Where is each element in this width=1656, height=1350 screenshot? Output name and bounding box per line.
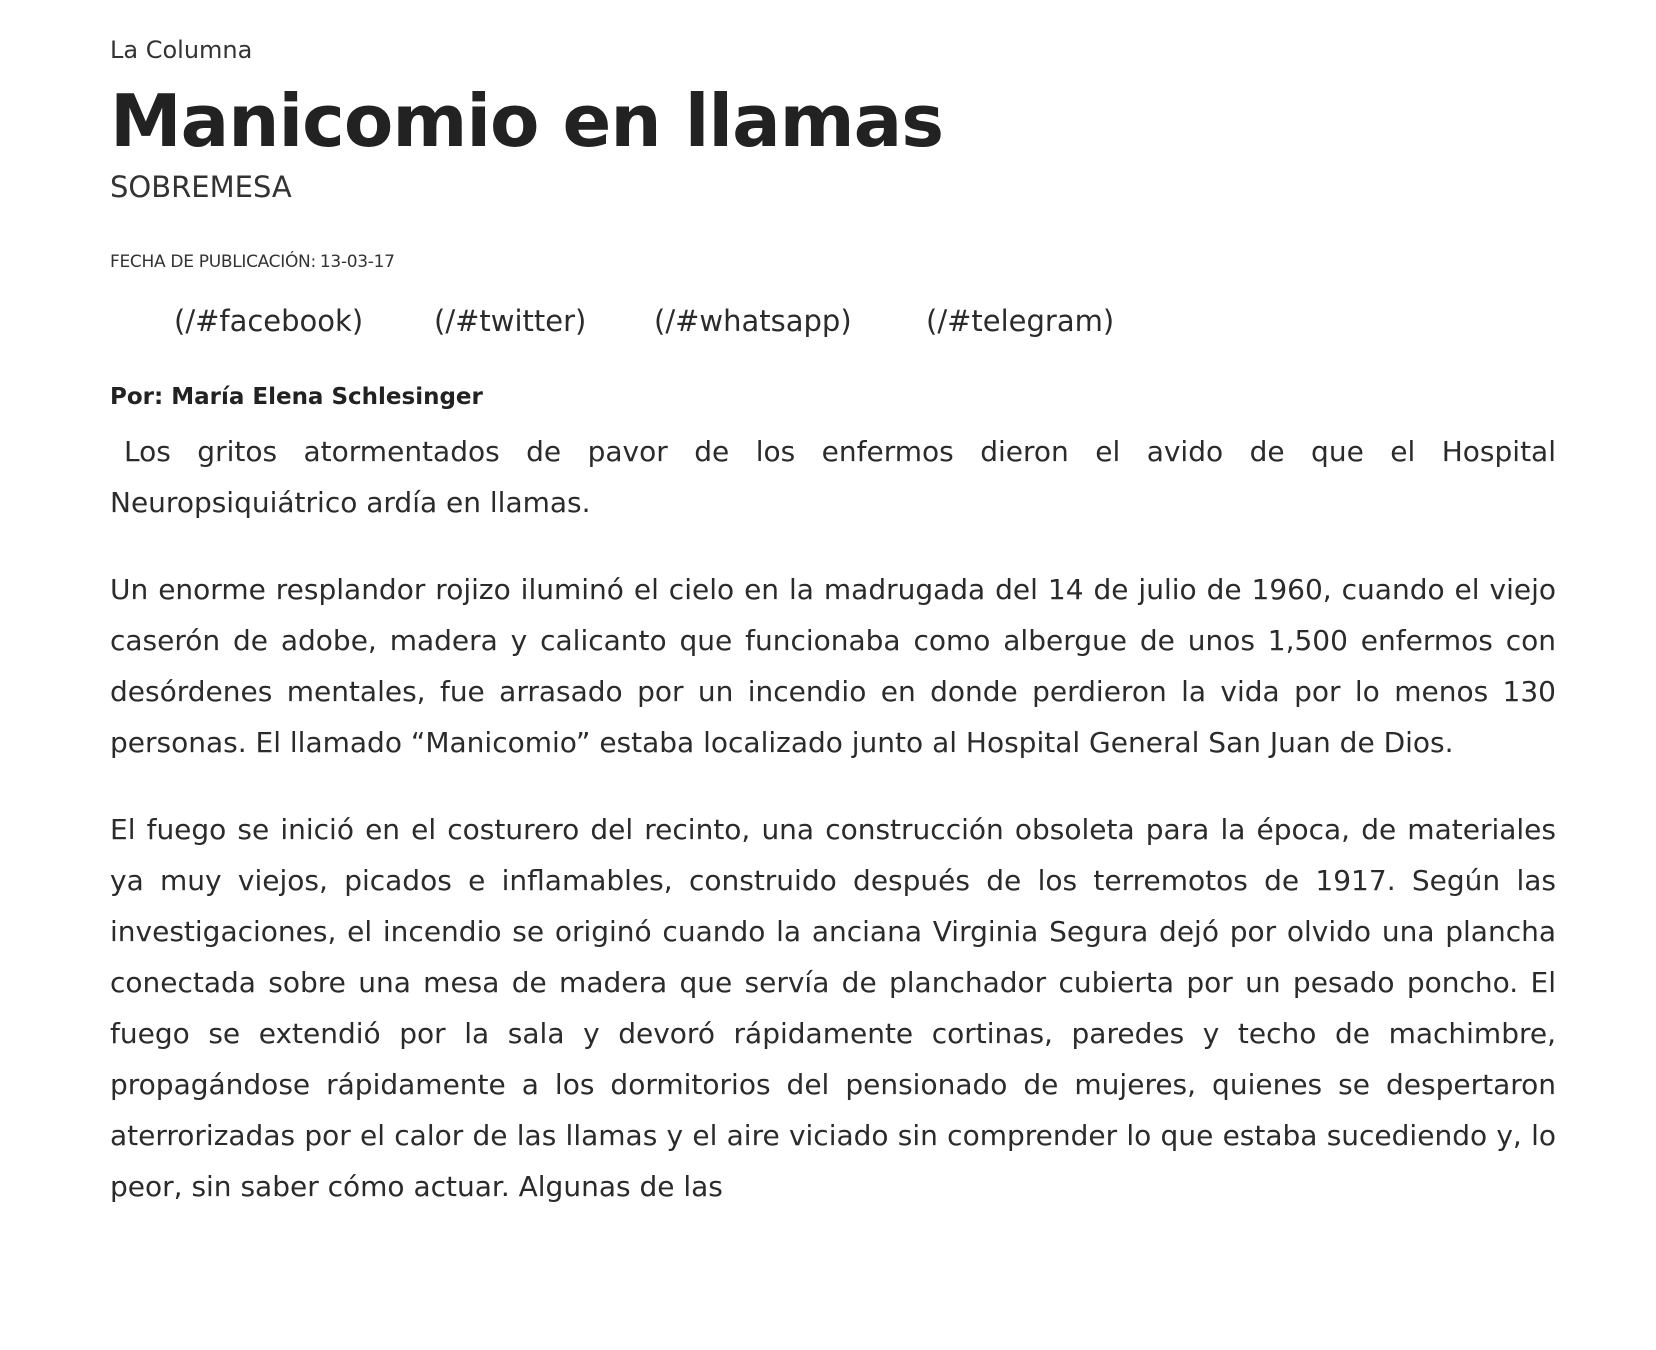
share-links	[174, 304, 1126, 338]
share-whatsapp-link[interactable]: (/#whatsapp)	[654, 304, 852, 338]
section-label: La Columna	[110, 36, 253, 64]
share-twitter-link[interactable]: (/#twitter)	[434, 304, 587, 338]
publication-date	[110, 252, 395, 272]
share-facebook-link[interactable]: (/#facebook)	[174, 304, 364, 338]
article-title: Manicomio en llamas	[110, 79, 944, 163]
author-byline: Por: María Elena Schlesinger	[110, 384, 483, 410]
share-telegram-link[interactable]: (/#telegram)	[926, 304, 1115, 338]
publication-date-label: FECHA DE PUBLICACIÓN:	[110, 252, 316, 272]
article-kicker: SOBREMESA	[110, 170, 292, 204]
publication-date-value: 13-03-17	[319, 252, 395, 272]
article-paragraph: El fuego se inició en el costurero del recinto, una construcción obsoleta para la época, de materiales ya muy viejos, picados e inflamables, construido después de los terremotos de 1917. Según las investigaciones, el incendio se originó cuando la anciana Virginia Segura dejó por olvido una plancha conectada sobre una mesa de madera que servía de planchador cubierta por un pesado poncho. El fuego se extendió por la sala y devoró rápidamente cortinas, paredes y techo de machimbre, propagándose rápidamente a los dormitorios del pensionado de mujeres, quienes se despertaron aterrorizadas por el calor de las llamas y el aire viciado sin comprender lo que estaba sucediendo y, lo peor, sin saber cómo actuar. Algunas de las	[110, 813, 1556, 1203]
article-body	[110, 426, 1556, 1248]
article-paragraph: Los gritos atormentados de pavor de los enfermos dieron el avido de que el Hospital Neuropsiquiátrico ardía en llamas.	[110, 435, 1556, 519]
article-paragraph: Un enorme resplandor rojizo iluminó el cielo en la madrugada del 14 de julio de 1960, cuando el viejo caserón de adobe, madera y calicanto que funcionaba como albergue de unos 1,500 enfermos con desórdenes mentales, fue arrasado por un incendio en donde perdieron la vida por lo menos 130 personas. El llamado “Manicomio” estaba localizado junto al Hospital General San Juan de Dios.	[110, 573, 1556, 759]
